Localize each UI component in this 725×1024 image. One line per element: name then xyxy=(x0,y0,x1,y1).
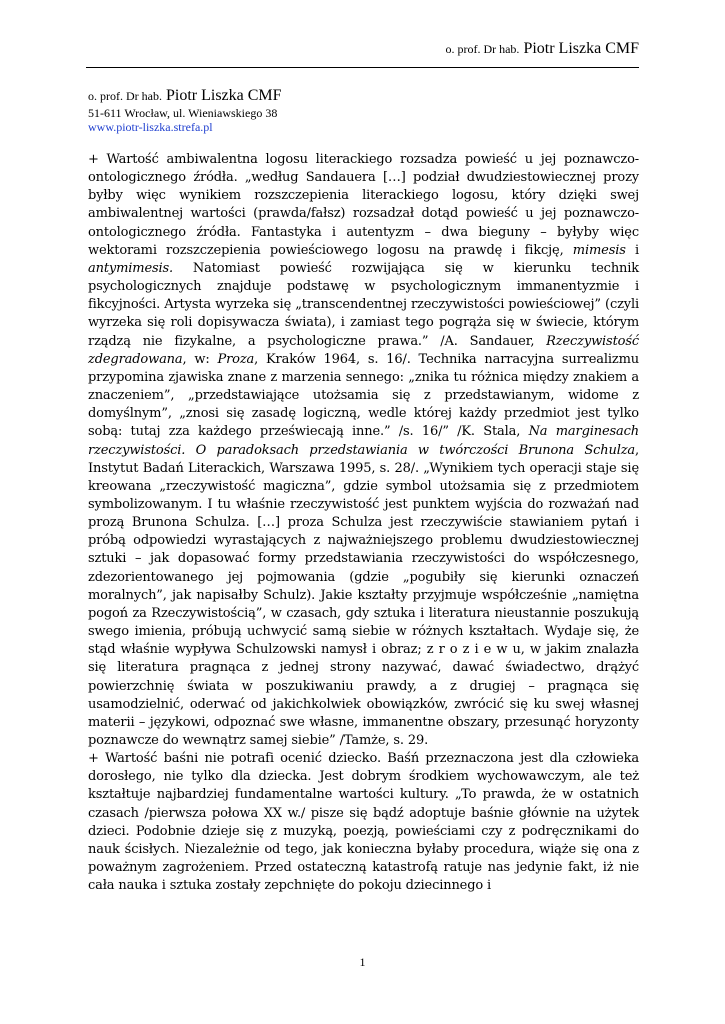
author-line xyxy=(88,86,282,106)
author-address-block xyxy=(88,86,282,134)
running-header xyxy=(445,40,639,58)
header-academic-title: o. prof. Dr hab. xyxy=(445,42,520,56)
page-number: 1 xyxy=(359,955,366,969)
main-body-text xyxy=(88,151,639,895)
paragraph-basn: + Wartość baśni nie potrafi ocenić dziecko. Baśń przeznaczona jest dla człowieka dorosłego, nie tylko dla dziecka. Jest dobrym środkiem wychowawczym, ale też kształtuje najbardziej fundamentalne wartości kultury. „To prawda, że w ostatnich czasach /pierwsza połowa XX w./ pisze się bądź adoptuje baśnie głównie na użytek dzieci. Podobnie dzieje się z muzyką, poezją, powieściami czy z podręcznikami do nauk ścisłych. Niezależnie od tego, jak konieczna byłaby procedura, wiąże się ona z poważnym zagrożeniem. Przed ostateczną katastrofą ratuje nas jedynie fakt, iż nie cała nauka i sztuka zostały zepchnięte do pokoju dziecinnego i xyxy=(88,751,639,894)
paragraph-logos: + Wartość ambiwalentna logosu literackiego rozsadza powieść u jej poznawczo-ontologicznego źródła. „według Sandauera […] podział dwudziestowiecznej prozy byłby więc wynikiem rozszczepienia literackiego logosu, który dzięki swej ambiwalentnej wartości (prawda/fałsz) rozsadzał dotąd powieść u jej poznawczo-ontologicznego źródła. Fantastyka i autentyzm – dwa bieguny – byłyby więc wektorami rozszczepienia powieściowego logosu na prawdę i fikcję, mimesis i antymimesis. Natomiast powieść rozwijająca się w kierunku technik psychologicznych znajduje podstawę w psychologicznym immanentyzmie i fikcyjności. Artysta wyrzeka się „transcendentnej rzeczywistości powieściowej” (czyli wyrzeka się roli dopisywacza świata), i zamiast tego pogrąża się w świecie, którym rządzą nie fizykalne, a psychologiczne prawa.” /A. Sandauer, Rzeczywistość zdegradowana, w: Proza, Kraków 1964, s. 16/. Technika narracyjna surrealizmu przypomina zjawiska znane z marzenia sennego: „znika tu różnica między znakiem a znaczeniem”, „przedstawiające utożsamia się z przedstawianym, widome z domyślnym”, „znosi się zasadę logiczną, wedle której każdy przedmiot jest tylko sobą: tutaj zza każdego przeświecają inne.” /s. 16/” /K. Stala, Na marginesach rzeczywistości. O paradoksach przedstawiania w twórczości Brunona Schulza, Instytut Badań Literackich, Warszawa 1995, s. 28/. „Wynikiem tych operacji staje się kreowana „rzeczywistość magiczna”, gdzie symbol utożsamia się z przedmiotem symbolizowanym. I tu właśnie rzeczywistość jest punktem wyjścia do rozważań nad prozą Brunona Schulza. […] proza Schulza jest rzeczywiście stawianiem pytań i próbą odpowiedzi wyrastających z najważniejszego problemu dwudziestowiecznej sztuki – jak dopasować formy przedstawiania rzeczywistości do współczesnego, zdezorientowanego jej pojmowania (gdzie „pogubiły się kierunki oznaczeń moralnych”, jak napisałby Schulz). Jakie kształty przyjmuje współcześnie „namiętna pogoń za Rzeczywistością”, w czasach, gdy sztuka i literatura nieustannie poszukują swego imienia, próbują uchwycić samą siebie w różnych kształtach. Wydaje się, że stąd właśnie wypływa Schulzowski namysł i obraz; z r o z i e w u, w jakim znalazła się literatura pragnąca z jednej strony nazywać, dawać świadectwo, drążyć powierzchnię świata w poszukiwaniu prawdy, a z drugiej – pragnąca się usamodzielnić, oderwać od jakichkolwiek obowiązków, zwrócić się ku swej własnej materii – językowi, odpoznać swe własne, immanentne obszary, przesunąć horyzonty poznawcze do wewnątrz samej siebie” /Tamże, s. 29. xyxy=(88,152,640,748)
header-rule xyxy=(86,67,639,68)
author-academic-title: o. prof. Dr hab. xyxy=(88,89,162,103)
header-author-name: Piotr Liszka CMF xyxy=(523,40,639,57)
author-street-address: 51-611 Wrocław, ul. Wieniawskiego 38 xyxy=(88,106,278,120)
author-website-link[interactable]: www.piotr-liszka.strefa.pl xyxy=(88,120,213,134)
author-name: Piotr Liszka CMF xyxy=(165,87,282,104)
